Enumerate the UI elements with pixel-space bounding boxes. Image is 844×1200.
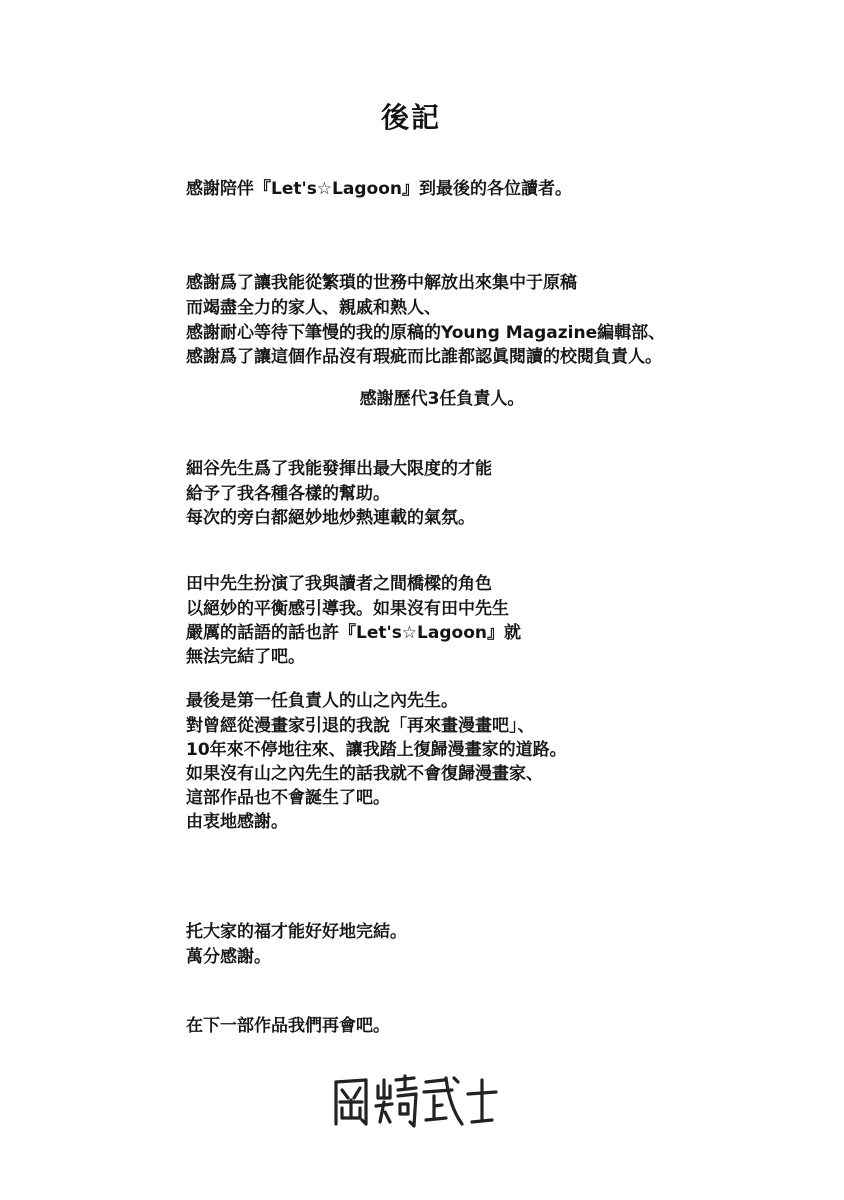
thanks-line: 而竭盡全力的家人、親戚和熟人、 xyxy=(186,298,441,318)
closing-line: 萬分感謝。 xyxy=(186,947,271,967)
intro-line: 感謝陪伴『Let's☆Lagoon』到最後的各位讀者。 xyxy=(186,179,572,199)
thanks-line: 感謝耐心等待下筆慢的我的原稿的Young Magazine編輯部、 xyxy=(186,323,666,343)
tanaka-line: 嚴厲的話語的話也許『Let's☆Lagoon』就 xyxy=(186,623,521,643)
hosoya-line: 細谷先生爲了我能發揮出最大限度的才能 xyxy=(186,459,492,479)
tanaka-line: 以絕妙的平衡感引導我。如果沒有田中先生 xyxy=(186,599,509,619)
tanaka-line: 田中先生扮演了我與讀者之間橋樑的角色 xyxy=(186,574,492,594)
page-title: 後記 xyxy=(380,101,441,134)
editors-heading: 感謝歷代3任負責人。 xyxy=(359,389,525,409)
yamanouchi-line: 10年來不停地往來、讓我踏上復歸漫畫家的道路。 xyxy=(186,740,567,760)
thanks-line: 感謝爲了讓我能從繁瑣的世務中解放出來集中于原稿 xyxy=(186,273,577,293)
yamanouchi-line: 如果沒有山之內先生的話我就不會復歸漫畫家、 xyxy=(186,764,543,784)
thanks-line: 感謝爲了讓這個作品沒有瑕疵而比誰都認眞閱讀的校閱負責人。 xyxy=(186,347,662,367)
yamanouchi-line: 最後是第一任負責人的山之內先生。 xyxy=(186,691,458,711)
yamanouchi-line: 由衷地感謝。 xyxy=(186,812,288,832)
tanaka-line: 無法完結了吧。 xyxy=(186,647,305,667)
yamanouchi-line: 這部作品也不會誕生了吧。 xyxy=(186,788,390,808)
hosoya-line: 給予了我各種各樣的幫助。 xyxy=(186,484,390,504)
author-signature xyxy=(330,1072,500,1132)
closing-line: 托大家的福才能好好地完結。 xyxy=(186,922,407,942)
yamanouchi-line: 對曾經從漫畫家引退的我說「再來畫漫畫吧」、 xyxy=(186,716,535,736)
hosoya-line: 每次的旁白都絕妙地炒熱連載的氣氛。 xyxy=(186,508,475,528)
farewell-line: 在下一部作品我們再會吧。 xyxy=(186,1016,390,1036)
